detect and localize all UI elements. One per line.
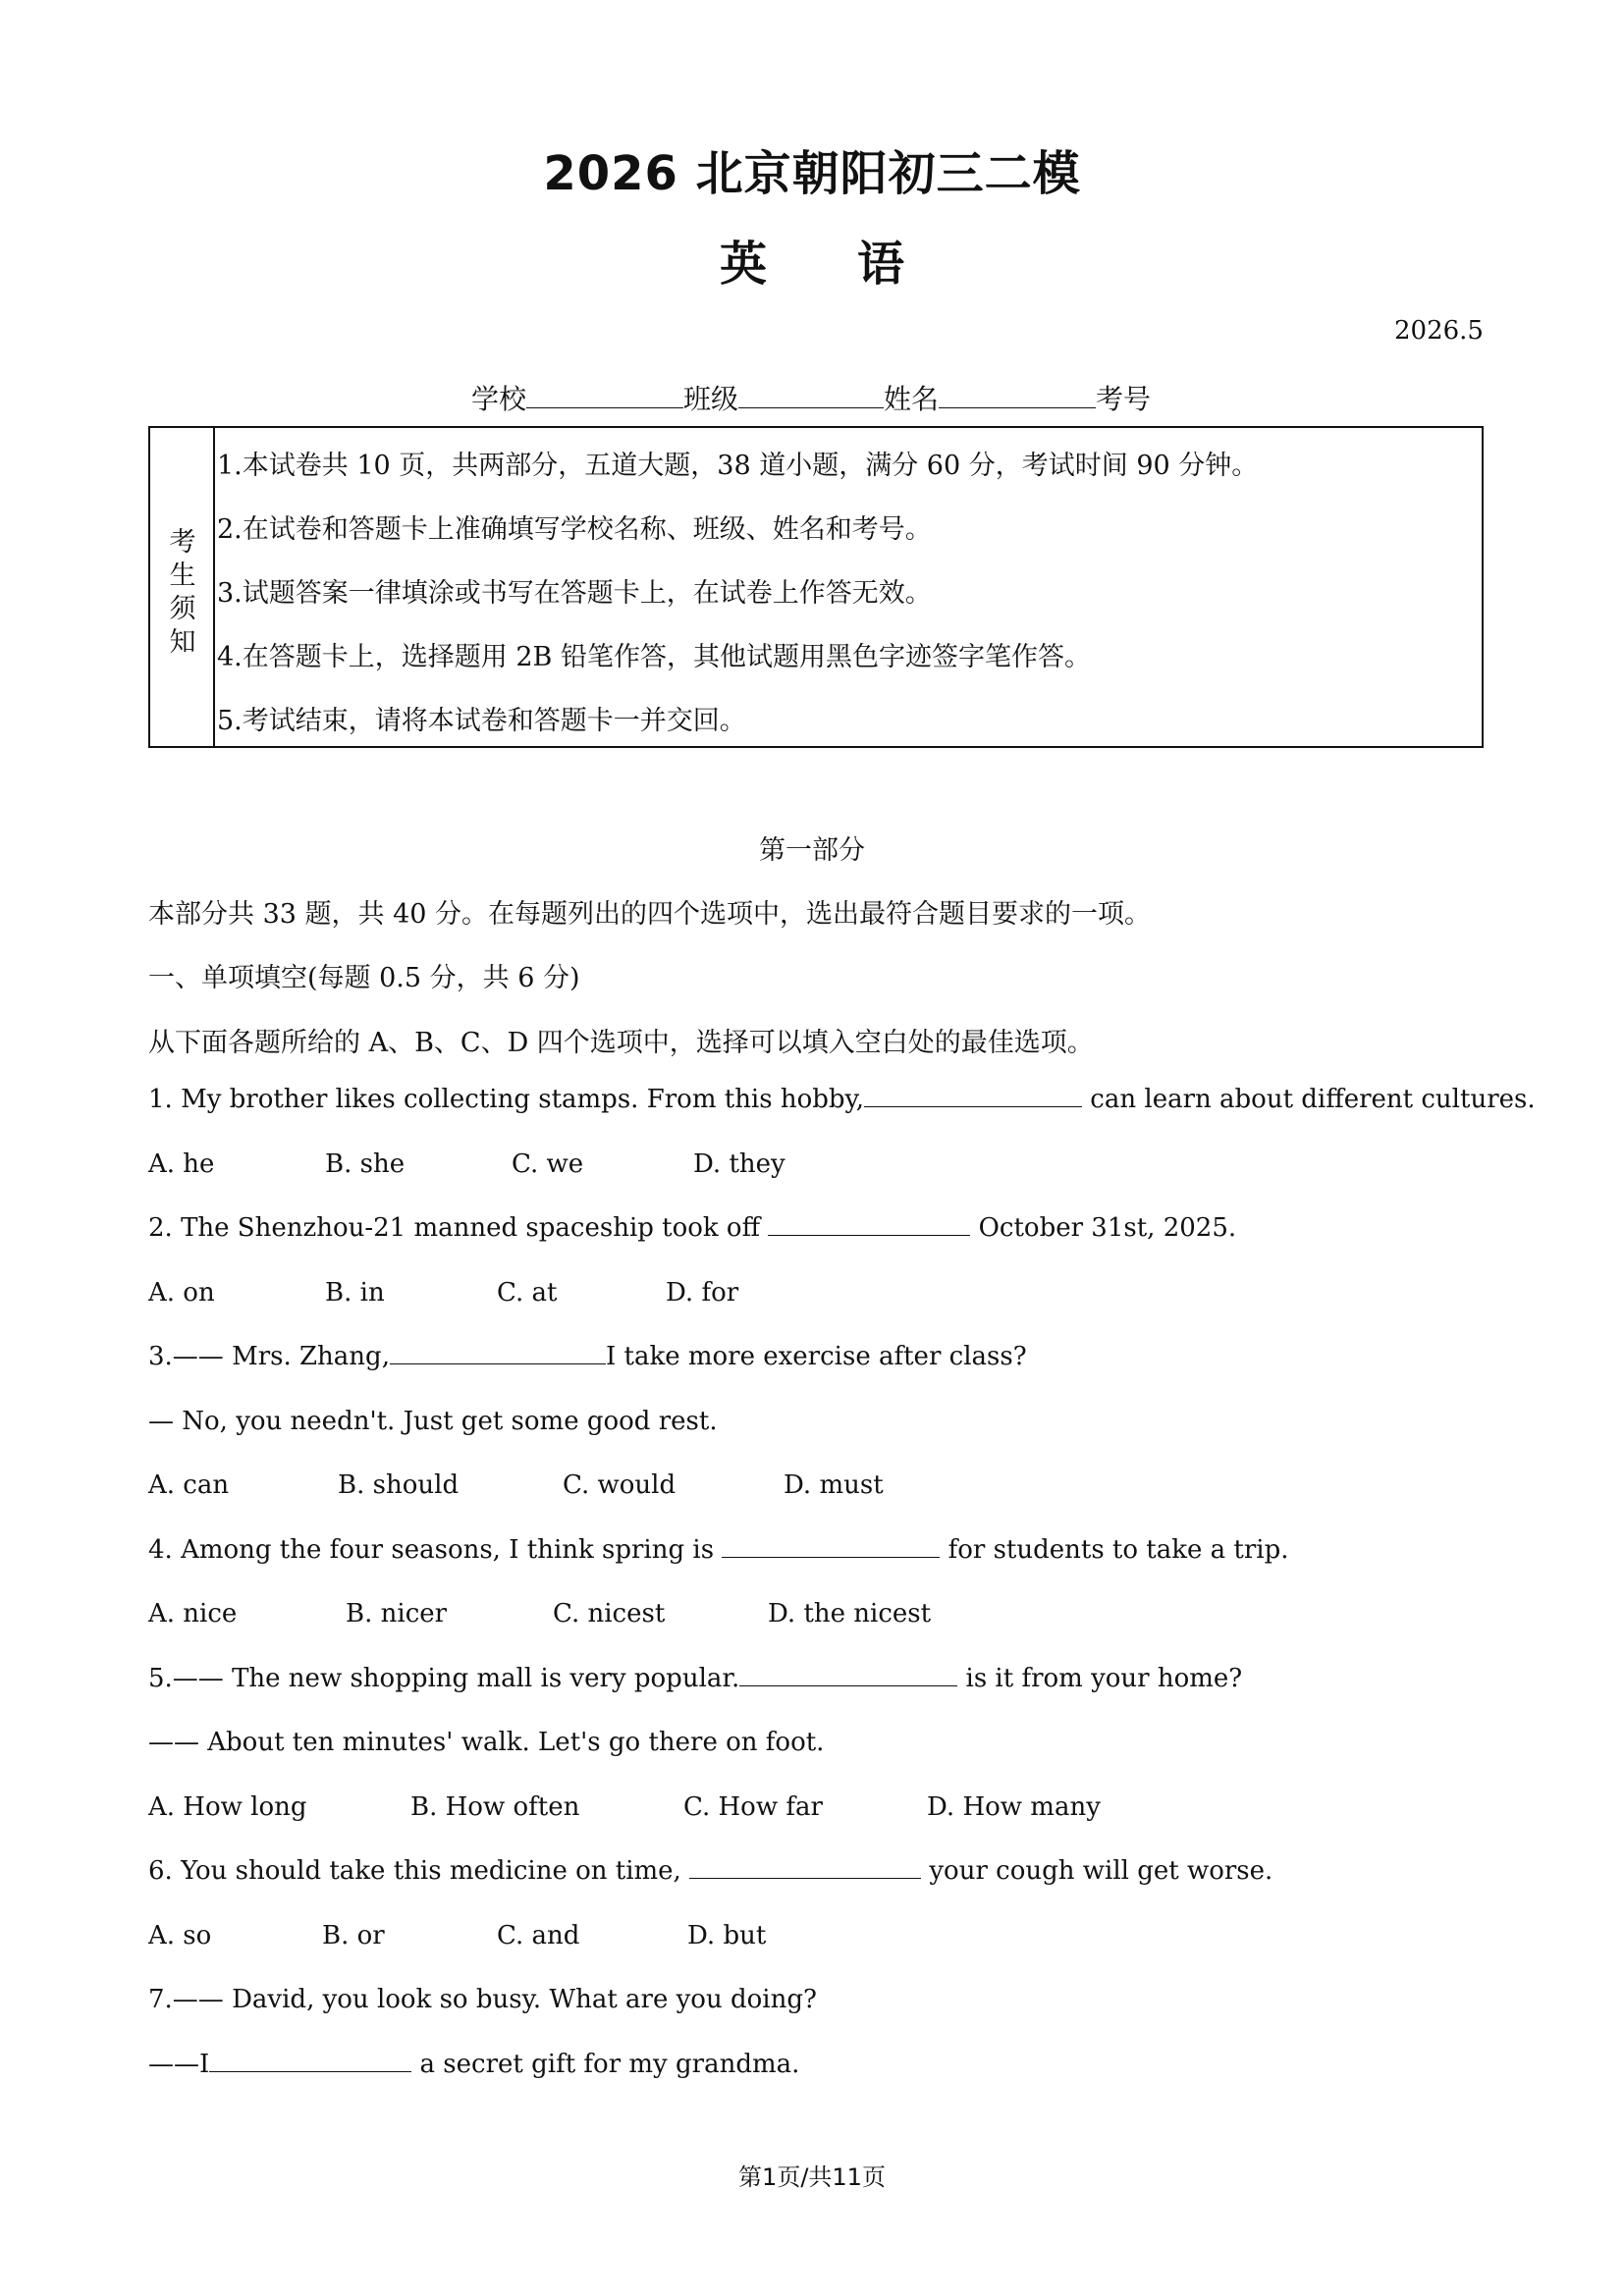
exam-date: 2026.5 [1394,316,1484,346]
option-d: D. How many [927,1792,1101,1822]
option-a: A. he [148,1149,215,1179]
option-b: B. How often [410,1792,580,1822]
notice-box [148,426,1484,748]
option-a: A. on [148,1278,215,1308]
notice-item: 2.在试卷和答题卡上准确填写学校名称、班级、姓名和考号。 [217,514,932,545]
option-b: B. in [325,1278,385,1308]
field-school-label: 学校 [471,383,527,415]
question-5-reply: —— About ten minutes' walk. Let's go there on foot. [148,1728,825,1757]
option-d: D. but [687,1921,767,1950]
option-c: C. nicest [553,1599,666,1629]
notice-label: 考生须知 [169,527,196,658]
option-c: C. How far [683,1792,823,1822]
answer-blank [739,1664,957,1686]
option-d: D. must [784,1470,884,1500]
question-3 [148,1342,1027,1371]
option-a: A. nice [148,1599,238,1629]
question-1 [148,1085,1536,1114]
section-instruction: 从下面各题所给的 A、B、C、D 四个选项中，选择可以填入空白处的最佳选项。 [148,1028,1094,1058]
option-b: B. nicer [346,1599,448,1629]
question-6 [148,1856,1272,1886]
option-c: C. and [497,1921,580,1950]
question-4 [148,1535,1289,1565]
question-3-reply: — No, you needn't. Just get some good rest. [148,1407,718,1436]
name-fill-line [939,382,1096,408]
option-a: A. How long [148,1792,307,1822]
answer-blank [722,1535,940,1558]
question-text: 6. You should take this medicine on time, [148,1856,690,1886]
answer-blank [689,1856,921,1879]
answer-blank [768,1213,970,1236]
part1-intro: 本部分共 33 题，共 40 分。在每题列出的四个选项中，选出最符合题目要求的一项。 [148,899,1152,930]
question-7: 7.—— David, you look so busy. What are you doing? [148,1985,817,2014]
option-b: B. or [322,1921,385,1950]
option-a: A. can [148,1470,230,1500]
answer-blank [864,1085,1082,1107]
option-d: D. they [693,1149,785,1179]
question-text: 1. My brother likes collecting stamps. From this hobby, [148,1085,865,1114]
question-text: I take more exercise after class? [605,1342,1027,1371]
question-2 [148,1213,1236,1243]
section-title: 一、单项填空(每题 0.5 分，共 6 分) [148,963,580,993]
notice-item: 5.考试结束，请将本试卷和答题卡一并交回。 [217,706,746,736]
school-fill-line [526,382,683,408]
question-text: for students to take a trip. [940,1535,1289,1565]
part1-heading: 第一部分 [759,835,865,866]
question-text: 4. Among the four seasons, I think spring is [148,1535,723,1565]
question-7-reply [148,2050,799,2079]
option-c: C. would [563,1470,677,1500]
question-5 [148,1664,1242,1693]
question-text: October 31st, 2025. [970,1213,1237,1243]
notice-label-cell [150,428,215,746]
option-a: A. so [148,1921,212,1950]
class-fill-line [738,382,884,408]
option-c: C. we [512,1149,584,1179]
question-text: ——I [148,2050,210,2079]
question-text: 2. The Shenzhou-21 manned spaceship took off [148,1213,769,1243]
field-id-label: 考号 [1096,383,1152,415]
question-text: your cough will get worse. [921,1856,1273,1886]
question-text: can learn about different cultures. [1082,1085,1536,1114]
option-d: D. the nicest [768,1599,932,1629]
notice-item: 4.在答题卡上，选择题用 2B 铅笔作答，其他试题用黑色字迹签字笔作答。 [217,642,1091,672]
page-number: 第1页/共11页 [738,2163,886,2191]
subject-title: 英语 [719,237,995,292]
answer-blank [209,2050,411,2072]
student-info-fields [471,378,1151,417]
notice-item: 3.试题答案一律填涂或书写在答题卡上，在试卷上作答无效。 [217,578,932,609]
option-d: D. for [666,1278,739,1308]
question-text: a secret gift for my grandma. [411,2050,800,2079]
question-text: 3.—— Mrs. Zhang, [148,1342,390,1371]
field-name-label: 姓名 [884,383,940,415]
option-c: C. at [497,1278,558,1308]
field-class-label: 班级 [683,383,739,415]
answer-blank [390,1342,606,1364]
question-text: 5.—— The new shopping mall is very popular. [148,1664,740,1693]
exam-title: 2026 北京朝阳初三二模 [543,146,1081,201]
question-text: is it from your home? [957,1664,1243,1693]
notice-item: 1.本试卷共 10 页，共两部分，五道大题，38 道小题，满分 60 分，考试时间 90 分钟。 [217,451,1259,481]
option-b: B. should [338,1470,460,1500]
option-b: B. she [325,1149,406,1179]
